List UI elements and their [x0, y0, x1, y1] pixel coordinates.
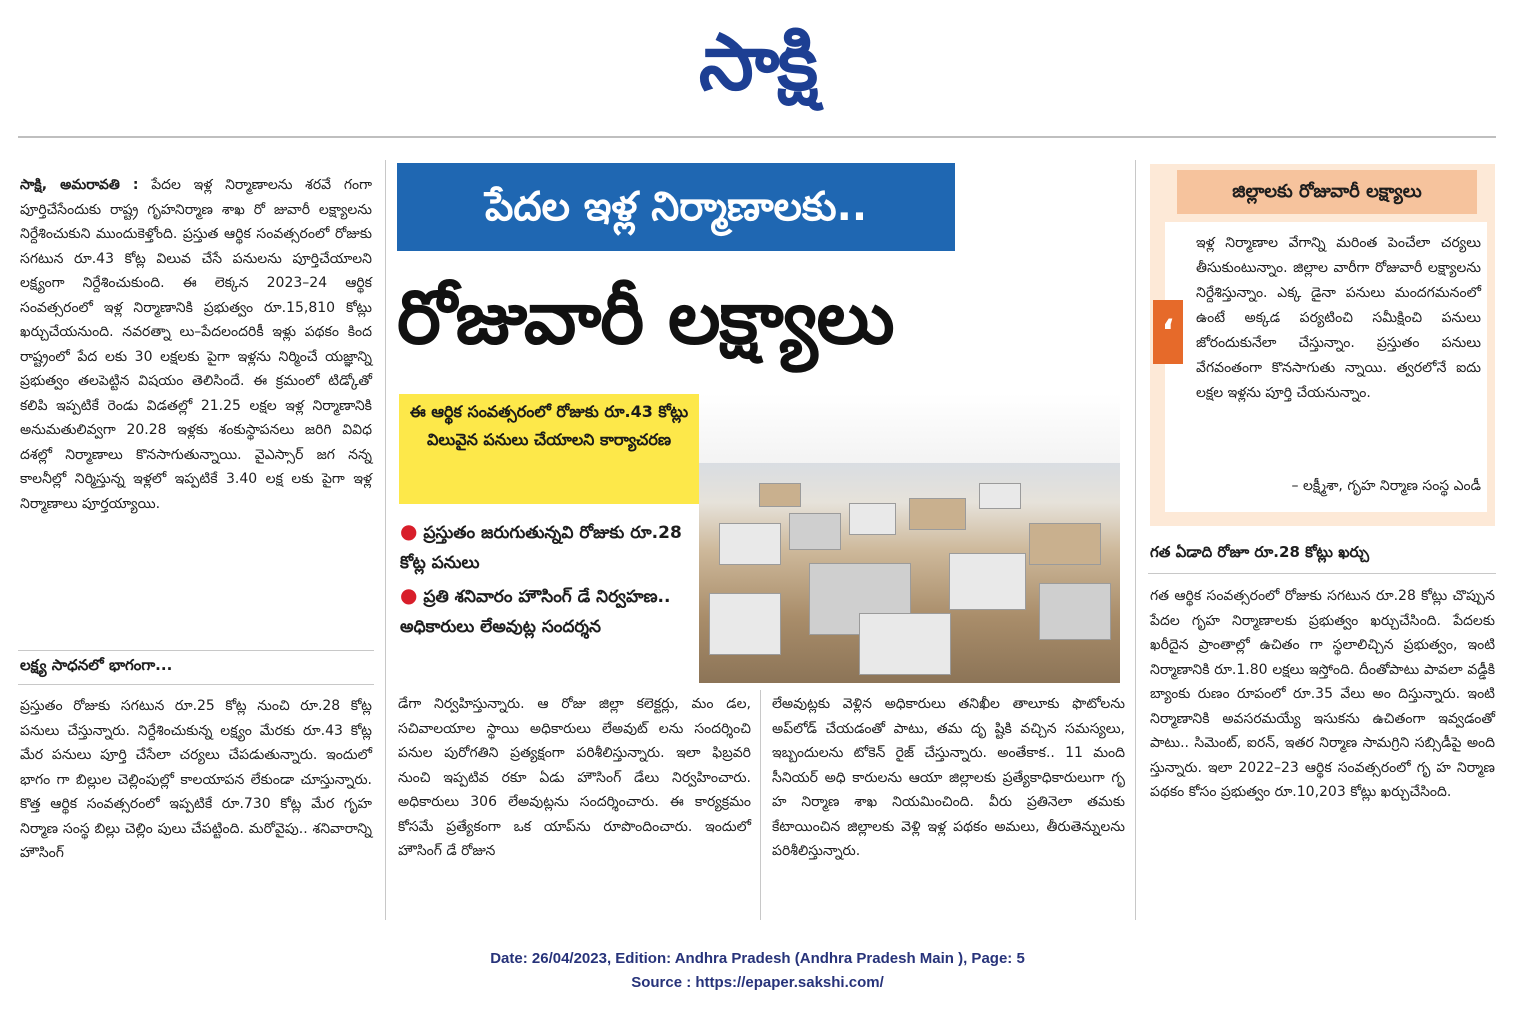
- bullet-item: [400, 580, 690, 642]
- sidebar-attribution: – లక్ష్మీశా, గృహ నిర్మాణ సంస్థ ఎండీ: [1291, 478, 1481, 494]
- column-rule: [385, 160, 386, 920]
- bullet-item: [400, 516, 690, 578]
- masthead-rule: [18, 136, 1496, 138]
- bullet-icon: ●: [400, 583, 418, 607]
- dateline: సాక్షి, అమరావతి :: [20, 177, 139, 193]
- bullet-icon: ●: [400, 519, 418, 543]
- masthead-logo: సాక్షి: [698, 18, 817, 108]
- quote-mark-icon: ‘: [1153, 300, 1183, 364]
- mid-column-1: డేగా నిర్వహిస్తున్నారు. ఆ రోజు జిల్లా కలెక్టర్లు, మం డల, సచివాలయాల స్థాయి అధికారులు లేఅవుట్ లను సందర్శించి పనుల పురోగతిని ప్రత్యక్షంగా పరిశీలిస్తున్నారు. ఇలా ఫిబ్రవరి నుంచి ఇప్పటివ రకూ ఏడు హౌసింగ్ డేలు నిర్వహించారు. అధికారులు 306 లేఅవుట్లను సందర్శించారు. ఈ కార్యక్రమం కోసమే ప్రత్యేకంగా ఒక యాప్‌ను రూపొందించారు. ఇందులో హౌసింగ్ డే రోజున: [398, 696, 751, 859]
- divider: [18, 684, 374, 685]
- footer-source: Source : https://epaper.sakshi.com/: [631, 974, 884, 991]
- photo-sky: [699, 394, 1120, 464]
- bullet-text: ప్రతి శనివారం హౌసింగ్ డే నిర్వహణ.. అధికారులు లేఅవుట్ల సందర్శన: [400, 587, 671, 637]
- highlight-box: ఈ ఆర్థిక సంవత్సరంలో రోజుకు రూ.43 కోట్లు విలువైన పనులు చేయాలని కార్యాచరణ: [399, 394, 699, 504]
- footer-date: Date: 26/04/2023, Edition: Andhra Pradesh (Andhra Pradesh Main ), Page: 5: [490, 950, 1025, 967]
- housing-colony-photo: [699, 463, 1120, 683]
- left-column-text: పేదల ఇళ్ల నిర్మాణాలను శరవే గంగా పూర్తిచేసేందుకు రాష్ట్ర గృహనిర్మాణ శాఖ రో జువారీ లక్ష్యాలను నిర్దేశించుకుని ముందుకెళ్తోంది. ప్రస్తుత ఆర్థిక సంవత్సరంలో రోజుకు సగటున రూ.43 కోట్ల విలువ చేసే పనులను పూర్తిచేయాలని లక్ష్యంగా నిర్దేశించుకుంది. ఈ లెక్కన 2023–24 ఆర్థిక సంవత్సరంలో ఇళ్ల నిర్మాణానికి ప్రభుత్వం రూ.15,810 కోట్లు ఖర్చుచేయనుంది. నవరత్నా లు–పేదలందరికీ ఇళ్లు పథకం కింద రాష్ట్రంలో పేద లకు 30 లక్షలకు పైగా ఇళ్లను నిర్మించే యజ్ఞాన్ని ప్రభుత్వం తలపెట్టిన విషయం తెలిసిందే. ఈ క్రమంలో టిడ్కోతో కలిపి ఇప్పటికే రెండు విడతల్లో 21.25 లక్షల ఇళ్ల నిర్మాణానికి అనుమతులివ్వగా 20.28 ఇళ్లకు శంకుస్థాపనలు జరిగి వివిధ దశల్లో నిర్మాణాలు కొనసాగుతున్నాయి. వైఎస్సార్ జగ నన్న కాలనీల్లో నిర్మిస్తున్న ఇళ్లలో ఇప్పటికే 3.40 లక్ష లకు పైగా ఇళ్ల నిర్మాణాలు పూర్తయ్యాయి.: [20, 177, 372, 512]
- sidebar-quote: ఇళ్ల నిర్మాణాల వేగాన్ని మరింత పెంచేలా చర్యలు తీసుకుంటున్నాం. జిల్లాల వారీగా రోజువారీ లక్ష్యాలను నిర్దేశిస్తున్నాం. ఎక్క డైనా పనులు మందగమనంలో ఉంటే అక్కడ పర్యటించి సమీక్షించి పనులు జోరందుకునేలా చేస్తున్నాం. ప్రస్తుతం పనులు వేగవంతంగా కొనసాగుతు న్నాయి. త్వరలోనే ఐదు లక్షల ఇళ్లను పూర్తి చేయనున్నాం.: [1196, 235, 1481, 401]
- headline-line-2: రోజువారీ లక్ష్యాలు: [397, 275, 894, 361]
- column-rule: [760, 690, 761, 920]
- left-subhead: లక్ష్య సాధనలో భాగంగా...: [20, 656, 173, 674]
- headline-line-1: పేదల ఇళ్ల నిర్మాణాలకు..: [397, 163, 955, 251]
- right-subhead: గత ఏడాది రోజూ రూ.28 కోట్లు ఖర్చు: [1150, 543, 1370, 561]
- left-column-body: [20, 173, 372, 516]
- left-column-body-2: ప్రస్తుతం రోజుకు సగటున రూ.25 కోట్ల నుంచి రూ.28 కోట్ల పనులు చేస్తున్నారు. నిర్దేశించుకున్న లక్ష్యం మేరకు రూ.43 కోట్ల మేర పనులు పూర్తి చేసేలా చర్యలు చేపడుతున్నారు. ఇందులో భాగం గా బిల్లుల చెల్లింపుల్లో కాలయాపన లేకుండా చూస్తున్నారు. కొత్త ఆర్థిక సంవత్సరంలో ఇప్పటికే రూ.730 కోట్ల మేర గృహ నిర్మాణ సంస్థ బిల్లు చెల్లిం పులు చేపట్టింది. మరోవైపు.. శనివారాన్ని హౌసింగ్: [20, 698, 372, 861]
- divider: [1148, 573, 1496, 574]
- bullet-text: ప్రస్తుతం జరుగుతున్నవి రోజుకు రూ.28 కోట్ల పనులు: [400, 523, 682, 573]
- right-column-body: గత ఆర్థిక సంవత్సరంలో రోజుకు సగటున రూ.28 కోట్లు చొప్పున పేదల గృహ నిర్మాణాలకు ప్రభుత్వం ఖర్చుచేసింది. పేదలకు ఖరీదైన ప్రాంతాల్లో ఉచితం గా స్థలాలిచ్చిన ప్రభుత్వం, ఇంటి నిర్మాణానికి రూ.1.80 లక్షలు ఇస్తోంది. దీంతోపాటు పావలా వడ్డీకి బ్యాంకు రుణం రూపంలో రూ.35 వేలు అం దిస్తున్నారు. ఇంటి నిర్మాణానికి అవసరమయ్యే ఇసుకను ఉచితంగా ఇవ్వడంతో పాటు.. సిమెంట్, ఐరన్, ఇతర నిర్మాణ సామగ్రిని సబ్సిడీపై అంది స్తున్నారు. ఇలా 2022–23 ఆర్థిక సంవత్సరంలో గృ హ నిర్మాణ పథకం కోసం ప్రభుత్వం రూ.10,203 కోట్లు ఖర్చుచేసింది.: [1150, 588, 1495, 800]
- mid-column-2: లేఅవుట్లకు వెళ్లిన అధికారులు తనిఖీల తాలూకు ఫొటోలను అప్‌లోడ్ చేయడంతో పాటు, తమ దృ ష్టికి వచ్చిన సమస్యలు, ఇబ్బందులను టోకెన్ రైజ్ చేస్తున్నారు. అంతేకాక.. 11 మంది సీనియర్ అధి కారులను ఆయా జిల్లాలకు ప్రత్యేకాధికారులుగా గృ హ నిర్మాణ శాఖ నియమించింది. వీరు ప్రతినెలా తమకు కేటాయించిన జిల్లాలకు వెళ్లి ఇళ్ల పథకం అమలు, తీరుతెన్నులను పరిశీలిస్తున్నారు.: [772, 696, 1125, 859]
- divider: [18, 650, 374, 651]
- column-rule: [1135, 160, 1136, 920]
- sidebar-title: జిల్లాలకు రోజువారీ లక్ష్యాలు: [1177, 170, 1477, 214]
